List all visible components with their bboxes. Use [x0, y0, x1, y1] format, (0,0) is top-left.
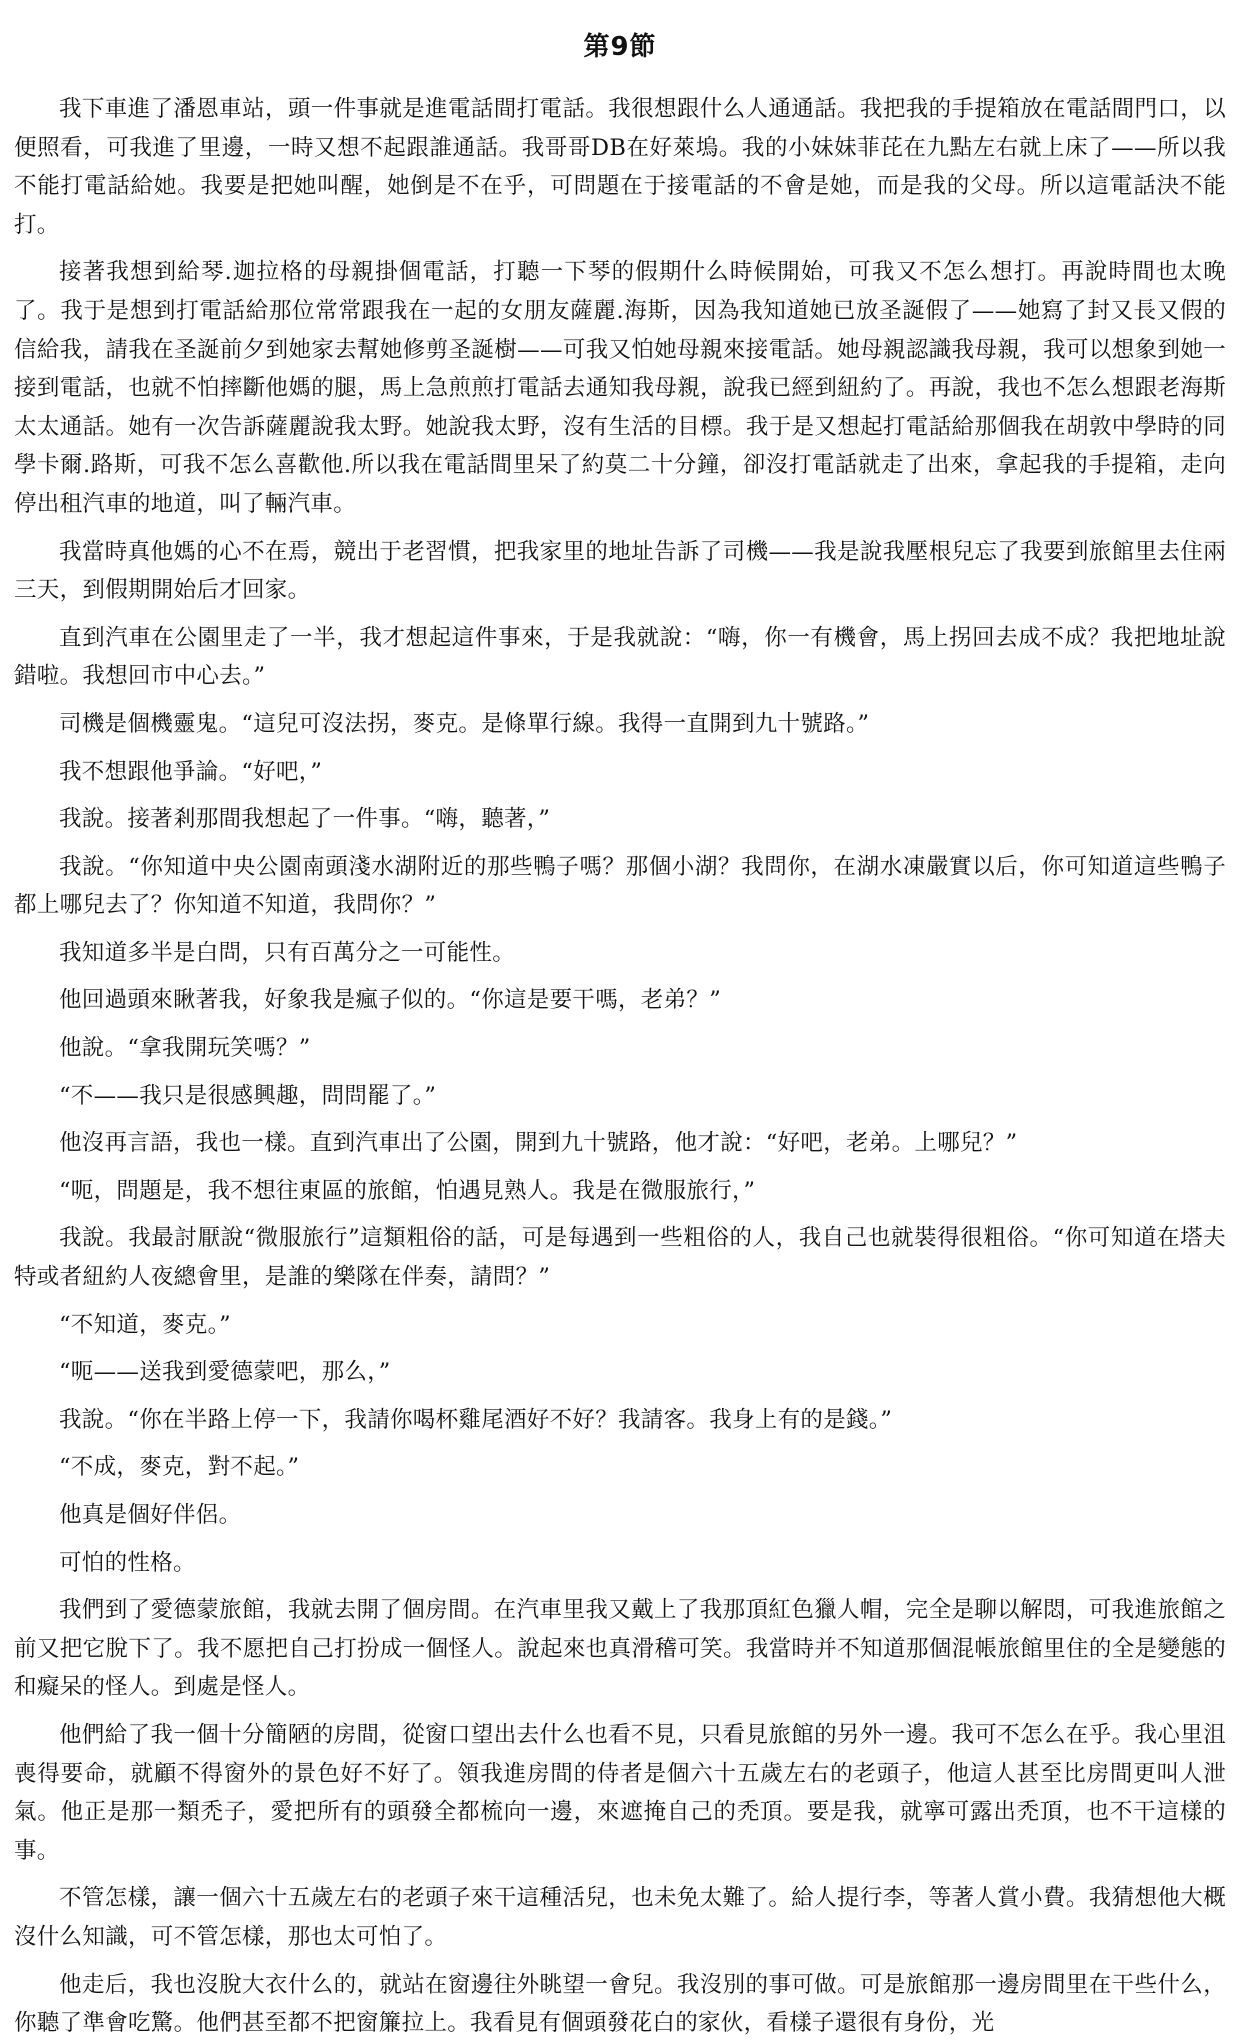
paragraph: 他沒再言語，我也一樣。直到汽車出了公園，開到九十號路，他才說：“好吧，老弟。上哪兒？”: [59, 1130, 1018, 1157]
paragraph: 我說。“你知道中央公園南頭淺水湖附近的那些鴨子嗎？那個小湖？我問你，在湖水凍嚴實以后，你可知道這些鴨子都上哪兒去了？你知道不知道，我問你？”: [14, 853, 1226, 919]
paragraph: “呃，問題是，我不想往東區的旅館，怕遇見熟人。我是在微服旅行，”: [59, 1177, 756, 1204]
paragraph: “不知道，麥克。”: [59, 1311, 231, 1338]
paragraph: 直到汽車在公園里走了一半，我才想起這件事來，于是我就說：“嗨，你一有機會，馬上拐回去成不成？我把地址說錯啦。我想回市中心去。”: [14, 624, 1226, 690]
paragraph: 他走后，我也沒脫大衣什么的，就站在窗邊往外眺望一會兒。我沒別的事可做。可是旅館那一邊房間里在干些什么，你聽了準會吃驚。他們甚至都不把窗簾拉上。我看見有個頭發花白的家伙，看樣子還很有身份，光: [14, 1971, 1226, 2037]
paragraph: 我知道多半是白問，只有百萬分之一可能性。: [59, 939, 516, 966]
paragraph: 我當時真他媽的心不在焉，競出于老習慣，把我家里的地址告訴了司機——我是說我壓根兒忘了我要到旅館里去住兩三天，到假期開始后才回家。: [14, 538, 1226, 604]
paragraph: 可怕的性格。: [59, 1549, 196, 1576]
paragraph: 他們給了我一個十分簡陋的房間，從窗口望出去什么也看不見，只看見旅館的另外一邊。我可不怎么在乎。我心里沮喪得要命，就顧不得窗外的景色好不好了。領我進房間的侍者是個六十五歲左右的老頭子，他這人甚至比房間更叫人泄氣。他正是那一類禿子，愛把所有的頭發全都梳向一邊，來遮掩自己的禿頂。要是我，就寧可露出禿頂，也不干這樣的事。: [14, 1721, 1226, 1864]
paragraph: 我下車進了潘恩車站，頭一件事就是進電話間打電話。我很想跟什么人通通話。我把我的手提箱放在電話間門口，以便照看，可我進了里邊，一時又想不起跟誰通話。我哥哥DB在好萊塢。我的小妹妹菲芘在九點左右就上床了——所以我不能打電話給她。我要是把她叫醒，她倒是不在乎，可問題在于接電話的不會是她，而是我的父母。所以這電話決不能打。: [14, 96, 1226, 238]
paragraph: 他真是個好伴侶。: [59, 1502, 242, 1528]
paragraph: “不成，麥克，對不起。”: [59, 1454, 300, 1481]
paragraph: “不——我只是很感興趣，問問罷了。”: [59, 1082, 437, 1109]
paragraph: 我不想跟他爭論。“好吧，”: [59, 758, 323, 785]
document-page: [14, 0, 1226, 2037]
paragraph: 我說。“你在半路上停一下，我請你喝杯雞尾酒好不好？我請客。我身上有的是錢。”: [59, 1406, 893, 1433]
paragraph: 接著我想到給琴.迦拉格的母親掛個電話，打聽一下琴的假期什么時候開始，可我又不怎么想打。再說時間也太晚了。我于是想到打電話給那位常常跟我在一起的女朋友薩麗.海斯，因為我知道她已放圣誕假了——她寫了封又長又假的信給我，請我在圣誕前夕到她家去幫她修剪圣誕樹——可我又怕她母親來接電話。她母親認識我母親，我可以想象到她一接到電話，也就不怕摔斷他媽的腿，馬上急煎煎打電話去通知我母親，說我已經到紐約了。再說，我也不怎么想跟老海斯太太通話。她有一次告訴薩麗說我太野。她說我太野，沒有生活的目標。我于是又想起打電話給那個我在胡敦中學時的同學卡爾.路斯，可我不怎么喜歡他.所以我在電話間里呆了約莫二十分鐘，卻沒打電話就走了出來，拿起我的手提箱，走向停出租汽車的地道，叫了輛汽車。: [14, 259, 1226, 517]
paragraph: “呃——送我到愛德蒙吧，那么，”: [59, 1359, 391, 1386]
paragraph: 他回過頭來瞅著我，好象我是瘋子似的。“你這是要干嗎，老弟？”: [59, 987, 722, 1014]
paragraph: 我說。接著剎那間我想起了一件事。“嗨，聽著，”: [59, 806, 551, 833]
paragraph: 不管怎樣，讓一個六十五歲左右的老頭子來干這種活兒，也未免太難了。給人提行李，等著人賞小費。我猜想他大概沒什么知識，可不管怎樣，那也太可怕了。: [14, 1885, 1226, 1950]
paragraph: 我說。我最討厭說“微服旅行”這類粗俗的話，可是每遇到一些粗俗的人，我自己也就裝得很粗俗。“你可知道在塔夫特或者紐約人夜總會里，是誰的樂隊在伴奏，請問？”: [14, 1225, 1226, 1291]
chapter-title: 第9節: [583, 32, 657, 62]
paragraph: 他說。“拿我開玩笑嗎？”: [59, 1035, 311, 1062]
paragraph: 我們到了愛德蒙旅館，我就去開了個房間。在汽車里我又戴上了我那頂紅色獵人帽，完全是聊以解悶，可我進旅館之前又把它脫下了。我不愿把自己打扮成一個怪人。說起來也真滑稽可笑。我當時并不知道那個混帳旅館里住的全是變態的和癡呆的怪人。到處是怪人。: [14, 1597, 1226, 1701]
paragraph: 司機是個機靈鬼。“這兒可沒法拐，麥克。是條單行線。我得一直開到九十號路。”: [59, 710, 870, 737]
